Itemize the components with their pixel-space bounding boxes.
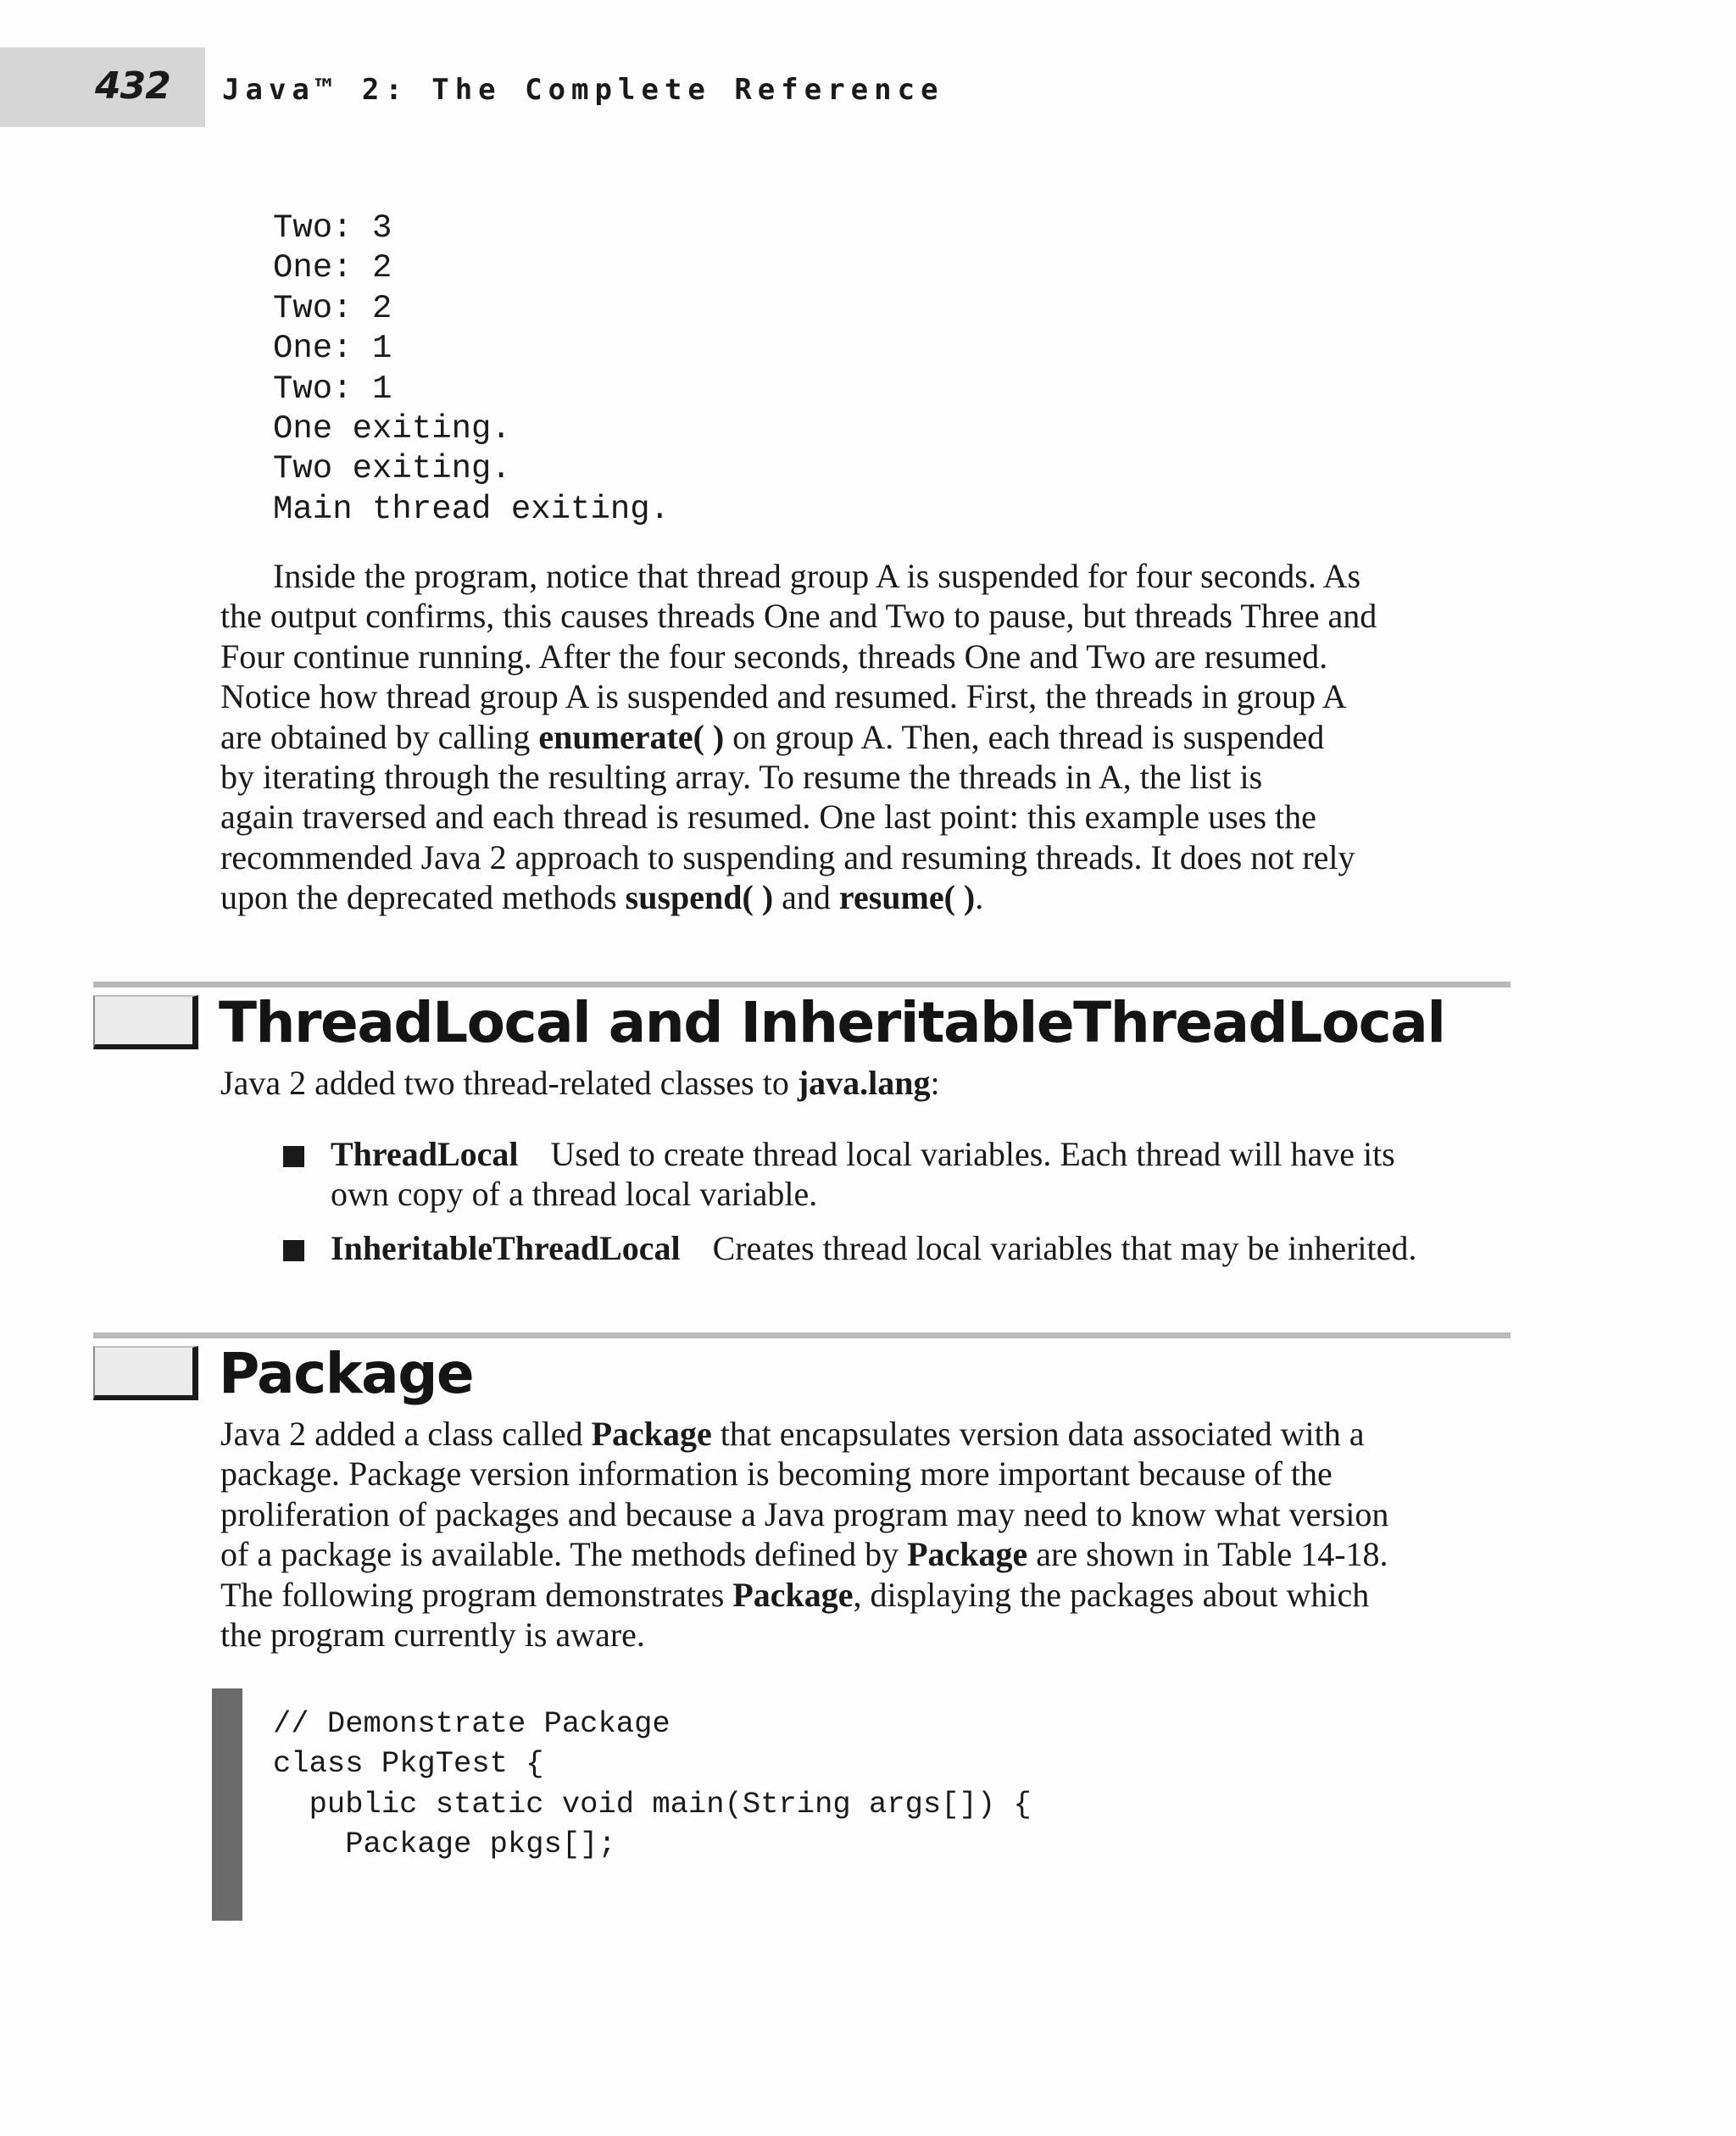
section-heading-threadlocal: ThreadLocal and InheritableThreadLocal [219,990,1445,1055]
text-line [331,1228,1521,1268]
output-line: One: 2 [273,249,392,287]
text-run: . [975,878,984,917]
body-paragraph [220,1414,1509,1655]
output-line: Two: 3 [273,209,392,247]
output-line: One exiting. [273,409,511,448]
class-description: Creates thread local variables that may be inherited. [712,1228,1417,1267]
method-name: enumerate( ) [538,717,725,756]
text-run: : [930,1064,940,1102]
text-run: and [773,878,839,917]
text-run: Java 2 added a class called [220,1415,592,1453]
text-run: Java 2 added two thread-related classes to [220,1064,798,1102]
text-line: package. Package version information is becoming more important because of the [220,1455,1333,1494]
class-name: Package [591,1415,712,1453]
text-line [220,1575,1509,1615]
section-rule [93,982,1511,987]
text-line: Notice how thread group A is suspended and resumed. First, the threads in group A [220,677,1347,716]
package-name: java.lang [797,1064,931,1102]
body-paragraph [220,556,1509,918]
output-line: One: 1 [273,330,392,368]
text-run: on group A. Then, each thread is suspended [724,717,1325,756]
text-line: the output confirms, this causes threads One and Two to pause, but threads Three and [220,597,1377,636]
class-name: Package [732,1575,854,1614]
output-line: Two: 2 [273,289,392,327]
bullet-square-icon [283,1240,304,1261]
bullet-square-icon [283,1146,304,1167]
text-run: of a package is available. The methods defined by [220,1535,908,1574]
text-line: own copy of a thread local variable. [331,1175,818,1214]
heading-marker [93,1346,198,1400]
text-line: proliferation of packages and because a Java program may need to know what version [220,1494,1389,1533]
text-run: The following program demonstrates [220,1575,733,1614]
code-line: // Demonstrate Package [273,1706,670,1741]
text-line: by iterating through the resulting array. To resume the threads in A, the list is [220,757,1263,796]
code-line: public static void main(String args[]) { [273,1786,1032,1822]
code-line: Package pkgs[]; [273,1827,616,1862]
class-term: InheritableThreadLocal [331,1228,681,1267]
text-run: , displaying the packages about which [853,1575,1370,1614]
text-line: recommended Java 2 approach to suspending and resuming threads. It does not rely [220,837,1355,876]
class-list [283,1134,1521,1282]
text-line: the program currently is aware. [220,1615,645,1654]
program-output [273,209,670,530]
class-name: Package [907,1535,1028,1574]
output-line: Main thread exiting. [273,490,670,528]
text-run: upon the deprecated methods [220,878,626,917]
page-number: 432 [95,64,170,108]
class-term: ThreadLocal [331,1135,519,1173]
method-name: resume( ) [838,878,976,917]
code-listing [273,1704,1032,1865]
text-line [220,1534,1509,1574]
text-run: are shown in Table 14-18. [1027,1535,1388,1574]
section-rule [93,1332,1511,1338]
text-line: Four continue running. After the four seconds, threads One and Two are resumed. [220,637,1328,676]
list-item [283,1134,1521,1215]
section-heading-package: Package [219,1341,474,1406]
list-item [283,1228,1521,1268]
text-run: that encapsulates version data associated with a [711,1415,1365,1453]
running-title: Java™ 2: The Complete Reference [222,73,944,107]
method-name: suspend( ) [625,878,774,917]
class-description: Used to create thread local variables. Each thread will have its [550,1135,1395,1173]
heading-marker [93,995,198,1049]
text-line [220,877,1509,917]
section-intro [220,1063,1509,1103]
output-line: Two exiting. [273,450,511,488]
text-line [331,1134,1521,1174]
text-run: are obtained by calling [220,717,539,756]
code-line: class PkgTest { [273,1746,544,1782]
text-line [220,1063,1509,1103]
output-line: Two: 1 [273,370,392,408]
text-line [220,717,1509,757]
text-line: Inside the program, notice that thread group A is suspended for four seconds. As [273,557,1361,595]
text-line: again traversed and each thread is resumed. One last point: this example uses the [220,798,1316,837]
text-line [220,1414,1509,1454]
code-listing-bar [212,1688,242,1921]
